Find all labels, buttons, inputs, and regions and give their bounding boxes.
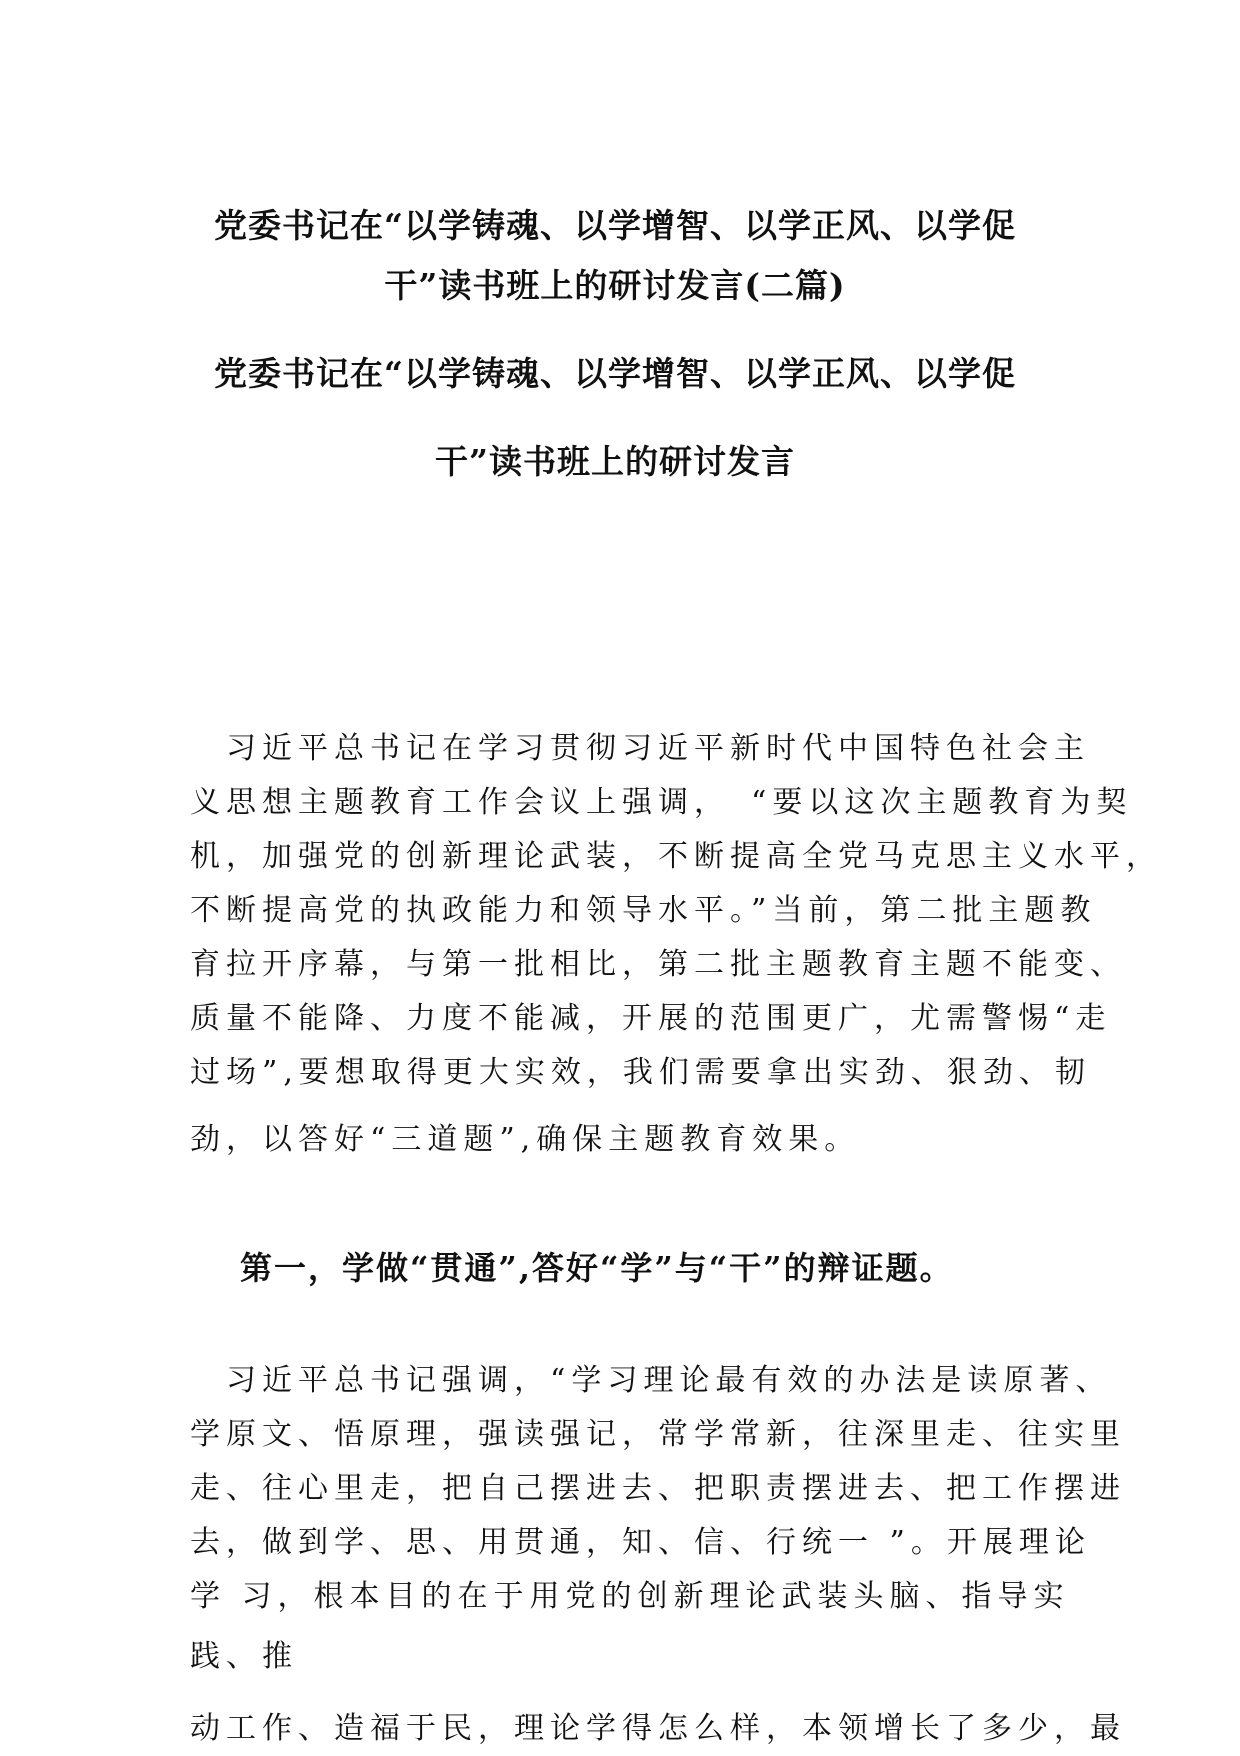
section-line-1: 习近平总书记强调，“学习理论最有效的办法是读原著、	[190, 1363, 1112, 1398]
intro-paragraph	[190, 722, 1162, 1180]
intro-line-8: 劲，以答好“三道题”,确保主题教育效果。	[190, 1122, 861, 1157]
section-paragraph	[190, 1354, 1126, 1756]
intro-line-4: 不断提高党的执政能力和领导水平。”当前，第二批主题教	[190, 893, 1097, 928]
sub-title-line-1: 党委书记在“以学铸魂、以学增智、以学正风、以学促	[214, 354, 1016, 393]
section-line-4: 去，做到学、思、用贯通，知、信、行统一 ”。开展理论	[190, 1525, 1091, 1560]
section-heading: 第一，学做“贯通”,答好“学”与“干”的辩证题。	[240, 1249, 954, 1287]
intro-line-1: 习近平总书记在学习贯彻习近平新时代中国特色社会主	[190, 731, 1090, 766]
intro-line-6: 质量不能降、力度不能减，开展的范围更广，尤需警惕“走	[190, 1001, 1112, 1036]
main-title	[200, 196, 1030, 316]
sub-title-line-2: 干”读书班上的研讨发言	[435, 442, 795, 481]
intro-line-3: 机，加强党的创新理论武装，不断提高全党马克思主义水平，	[190, 839, 1162, 874]
section-line-6: 践、推	[190, 1639, 298, 1674]
section-line-2: 学原文、悟原理，强读强记，常学常新，往深里走、往实里	[190, 1417, 1126, 1452]
main-title-line-1: 党委书记在“以学铸魂、以学增智、以学正风、以学促	[214, 206, 1016, 245]
intro-line-7: 过场”,要想取得更大实效，我们需要拿出实劲、狠劲、韧	[190, 1055, 1091, 1090]
section-line-3: 走、往心里走，把自己摆进去、把职责摆进去、把工作摆进	[190, 1471, 1126, 1506]
intro-line-5: 育拉开序幕，与第一批相比，第二批主题教育主题不能变、	[190, 947, 1126, 982]
intro-line-2: 义思想主题教育工作会议上强调， “要以这次主题教育为契	[190, 785, 1133, 820]
main-title-line-2: 干”读书班上的研讨发言(二篇)	[384, 266, 846, 305]
section-line-7: 动工作、造福于民，理论学得怎么样，本领增长了多少，最	[190, 1711, 1126, 1746]
section-line-5: 学 习，根本目的在于用党的创新理论武装头脑、指导实	[190, 1579, 1070, 1614]
sub-title	[200, 330, 1030, 506]
